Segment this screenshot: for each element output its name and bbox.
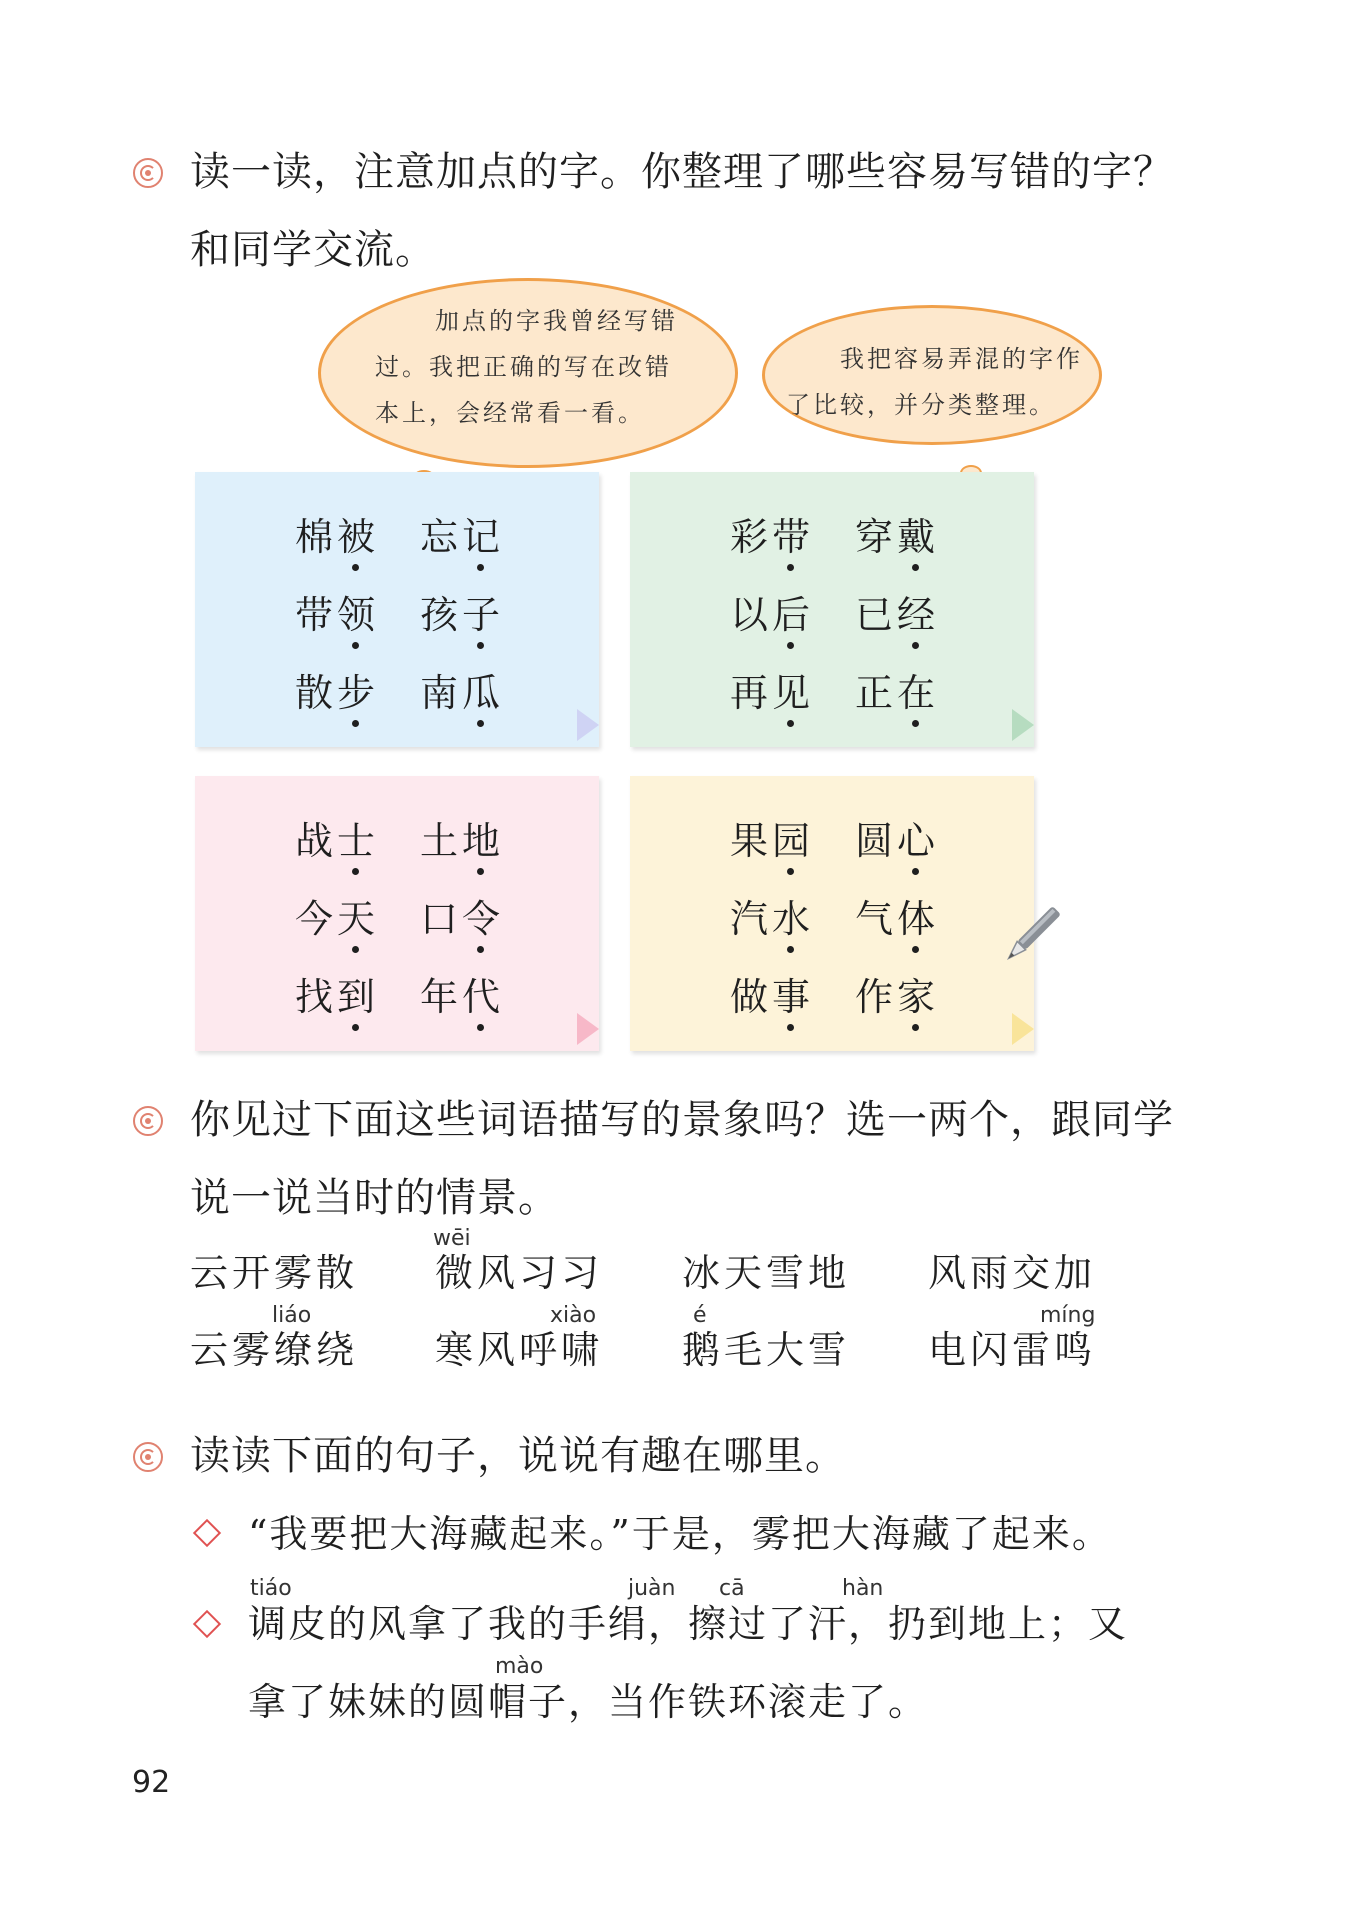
sentence-2-line2: 拿了妹妹的圆帽子，当作铁环滚走了。 [248,1680,929,1724]
section-marker-icon [133,1442,163,1472]
bubble-left-line1: 加点的字我曾经写错 [435,307,678,335]
emphasis-dot [352,564,359,571]
phrase: 微风习习 [435,1251,604,1295]
emphasis-dot [352,946,359,953]
bubble-left-line2: 过。我把正确的写在改错 [375,353,672,381]
diamond-bullet-icon [193,1519,221,1547]
emphasis-dot [912,868,919,875]
card-word: 找到 [295,975,380,1019]
emphasis-dot [787,720,794,727]
card-word: 带领 [295,593,380,637]
emphasis-dot [477,564,484,571]
emphasis-dot [352,642,359,649]
emphasis-dot [912,642,919,649]
section-marker-icon [133,158,163,188]
word-card [630,472,1034,747]
phrase: 寒风呼啸 [435,1328,604,1372]
emphasis-dot [787,564,794,571]
pinyin-mao: mào [495,1654,544,1679]
emphasis-dot [477,946,484,953]
emphasis-dot [352,868,359,875]
sentence-2-line1: 调皮的风拿了我的手绢，擦过了汗，扔到地上；又 [248,1602,1129,1646]
pinyin-ca: cā [719,1576,745,1601]
bubble-left-line3: 本上，会经常看一看。 [375,399,645,427]
phrase: 冰天雪地 [682,1251,851,1295]
card-corner-fold [577,709,599,741]
section2-heading-line2: 说一说当时的情景。 [190,1175,559,1221]
diamond-bullet-icon [193,1610,221,1638]
page-number: 92 [132,1765,171,1800]
pinyin-xiao: xiào [550,1303,597,1328]
card-word: 孩子 [420,593,505,637]
emphasis-dot [477,642,484,649]
emphasis-dot [787,868,794,875]
pinyin-wei: wēi [433,1226,471,1251]
card-word: 气体 [855,897,940,941]
emphasis-dot [787,946,794,953]
card-word: 以后 [730,593,815,637]
emphasis-dot [787,642,794,649]
emphasis-dot [352,1024,359,1031]
emphasis-dot [352,720,359,727]
card-word: 穿戴 [855,515,940,559]
emphasis-dot [912,946,919,953]
pinyin-tiao: tiáo [250,1576,292,1601]
phrase: 电闪雷鸣 [928,1328,1097,1372]
word-card [630,776,1034,1051]
section2-heading-line1: 你见过下面这些词语描写的景象吗？选一两个，跟同学 [190,1097,1174,1143]
phrase: 风雨交加 [928,1251,1097,1295]
pinyin-han: hàn [842,1576,884,1601]
card-word: 忘记 [420,515,505,559]
emphasis-dot [477,1024,484,1031]
word-card [195,776,599,1051]
card-word: 果园 [730,819,815,863]
card-word: 再见 [730,671,815,715]
card-word: 做事 [730,975,815,1019]
phrase: 云雾缭绕 [190,1328,359,1372]
card-word: 作家 [855,975,940,1019]
phrase: 云开雾散 [190,1251,359,1295]
card-corner-fold [577,1013,599,1045]
emphasis-dot [477,868,484,875]
section-marker-icon [133,1106,163,1136]
pencil-icon [995,898,1070,973]
pinyin-ming: míng [1040,1303,1096,1328]
card-corner-fold [1012,1013,1034,1045]
card-word: 战士 [295,819,380,863]
section3-heading: 读读下面的句子，说说有趣在哪里。 [190,1433,846,1479]
word-card [195,472,599,747]
emphasis-dot [477,720,484,727]
card-word: 正在 [855,671,940,715]
sentence-1: “我要把大海藏起来。”于是，雾把大海藏了起来。 [248,1512,1112,1556]
card-word: 土地 [420,819,505,863]
card-word: 棉被 [295,515,380,559]
emphasis-dot [787,1024,794,1031]
card-word: 圆心 [855,819,940,863]
pinyin-e: é [693,1303,707,1328]
thought-bubble-left-text [375,298,678,436]
card-word: 南瓜 [420,671,505,715]
phrase: 鹅毛大雪 [682,1328,851,1372]
section1-heading-line2: 和同学交流。 [190,227,436,273]
section1-heading-line1: 读一读，注意加点的字。你整理了哪些容易写错的字？ [190,149,1174,195]
card-word: 年代 [420,975,505,1019]
card-corner-fold [1012,709,1034,741]
pinyin-juan: juàn [628,1576,676,1601]
emphasis-dot [912,720,919,727]
pinyin-liao: liáo [272,1303,312,1328]
card-word: 彩带 [730,515,815,559]
card-word: 汽水 [730,897,815,941]
emphasis-dot [912,1024,919,1031]
card-word: 今天 [295,897,380,941]
thought-bubble-right-text [786,336,1083,428]
bubble-right-line2: 了比较，并分类整理。 [786,391,1056,419]
card-word: 已经 [855,593,940,637]
card-word: 散步 [295,671,380,715]
emphasis-dot [912,564,919,571]
card-word: 口令 [420,897,505,941]
bubble-right-line1: 我把容易弄混的字作 [840,345,1083,373]
